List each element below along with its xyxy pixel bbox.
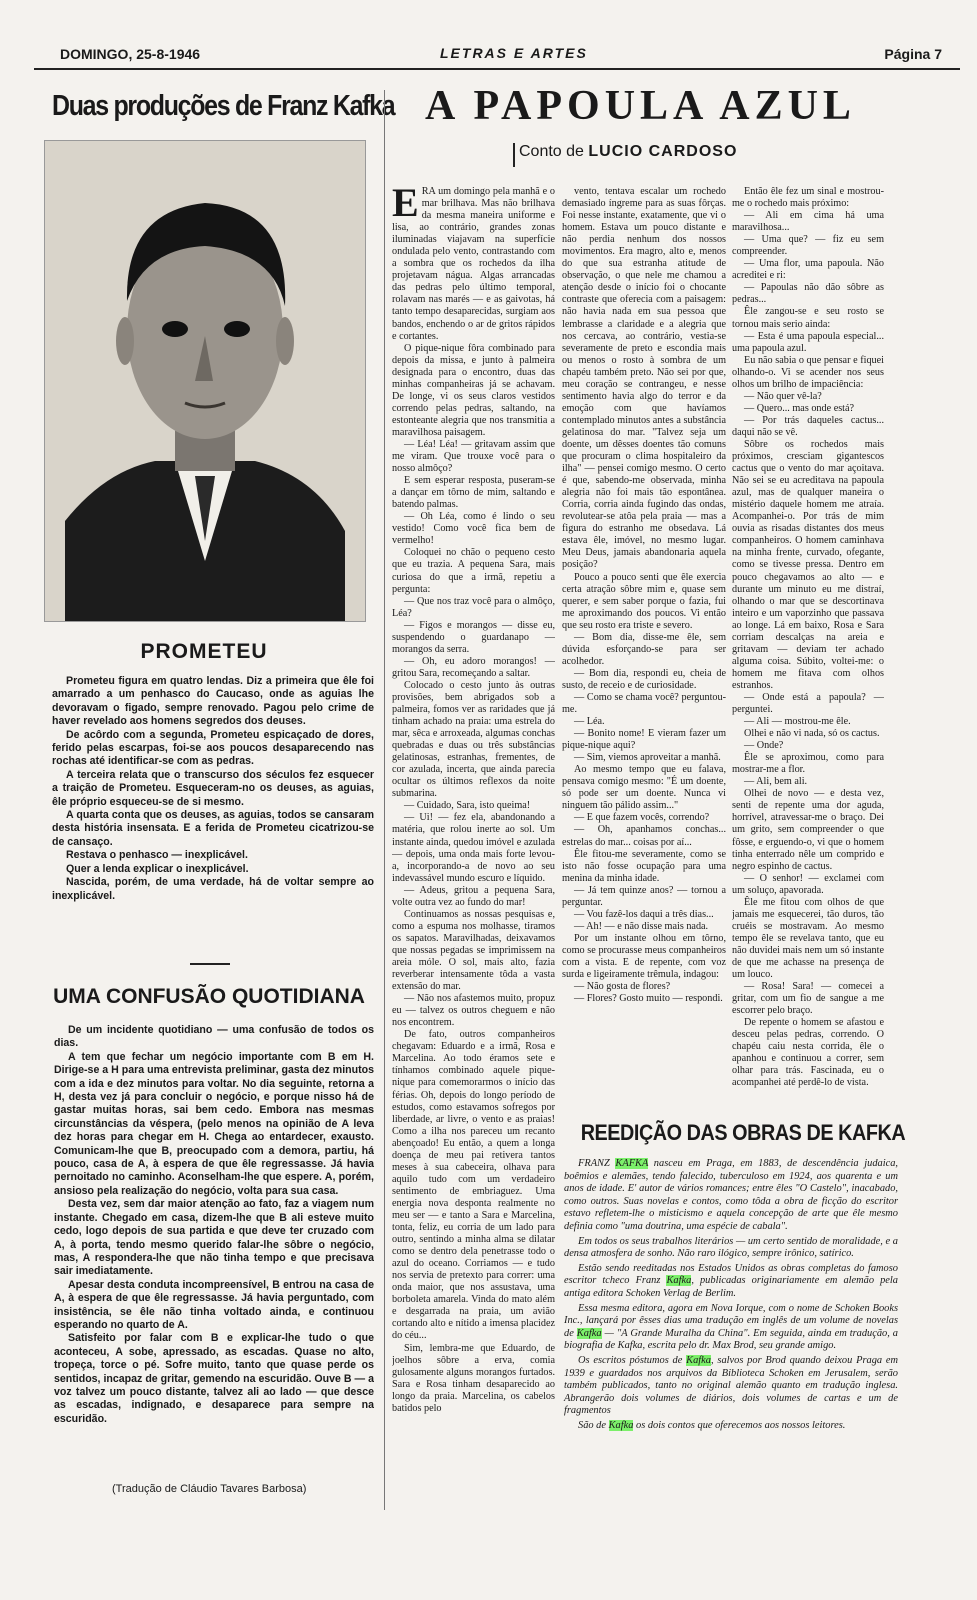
story-paragraph: — Ali, bem ali. [744,776,808,788]
confusao-paragraph: De um incidente quotidiano — uma confusão de todos os dias. [54,1024,374,1050]
story-column-1 [392,186,555,1501]
story-paragraph-text: RA um domingo pela manhã e o mar brilhava. Mas não brilhava da mesma maneira uniforme e lisa, ao contrário, grandes zonas iluminadas viajavam na superfície ondulada pelo vento, contrastando com a sombra que os rochedos da ilha projetavam nágua. Algas arrancadas das pedras pelo último temporal, rolavam nas marés — e as gaivotas, há tanto tempo desaparecidas, surgiam aos bandos, enchendo o ar de gritos rápidos e cortantes. [392,186,555,342]
story-paragraph: Sim, lembra-me que Eduardo, de joelhos sôbre a erva, comia gulosamente alguns morangos furtados. Sara e Rosa tinham desaparecido ao longo da praia. Marcelina, os cabelos batidos pelo [392,1342,555,1414]
story-paragraph: Por um instante olhou em tôrno, como se procurasse meus companheiros com a vista. E de repente, com voz surda e ligeiramente trêmula, indagou: [562,932,726,981]
story-paragraph: — Onde está a papoula? — perguntei. [732,691,884,716]
section-divider [190,963,230,965]
highlighted-name: Kafka [576,1327,602,1339]
story-paragraph: Continuamos as nossas pesquisas e, como a espuma nos molhasse, tiramos os sapatos. Maravilhadas, deixavamos que nossas pegadas se imprimissem na areia móle. O sol, mais alto, fazia reverberar intensamente tôda a vasta extensão do mar. [392,908,555,993]
story-paragraph: — Quero... mas onde está? [744,402,855,414]
page-number: Página 7 [884,46,942,62]
byline-prefix: Conto de [519,143,584,160]
kafka-text-segment: os dois contos que oferecemos aos nossos leitores. [633,1419,846,1431]
story-paragraph: Êle se aproximou, como para mostrar-me a flor. [732,752,884,776]
story-paragraph: — Ali em cima há uma maravilhosa... [732,210,884,234]
story-paragraph: — Flores? Gosto muito — respondi. [574,993,723,1005]
story-paragraph: — Não quer vê-la? [744,390,822,402]
story-paragraph: Então êle fez um sinal e mostrou-me o rochedo mais próximo: [732,186,884,210]
story-paragraph: — Oh, eu adoro morangos! — gritou Sara, recomeçando a saltar. [392,655,555,679]
highlighted-name: Kafka [608,1419,634,1431]
story-paragraph: — Bom dia, respondi eu, cheia de susto, de receio e de curiosidade. [562,667,726,691]
story-paragraph: — Uma que? — fiz eu sem compreender. [732,234,884,258]
story-paragraph: — Bom dia, disse-me êle, sem dúvida esforçando-se para ser acolhedor. [562,631,726,667]
highlighted-name: Kafka [686,1354,711,1366]
kafka-text-segment: nasceu em Praga, em 1883, de descendência judaica, boêmios e alemães, tendo falecido, tuberculoso em 1924, aos quarenta e um anos de idade. E' autor de vários romances; entre êles "O Castelo", inacabado, como outros. Suas novelas e contos, como tôda a obra de ficção do escritor estavo refletem-lhe o misticismo e aquela concepção de arte que êle mesmo definia como "uma doutrina, uma espécie de cabala". [564,1158,898,1232]
translation-credit: (Tradução de Cláudio Tavares Barbosa) [112,1483,307,1495]
kafka-text-segment: Os escritos póstumos de [578,1354,687,1366]
story-title: A PAPOULA AZUL [425,83,856,129]
story-paragraph: — Cuidado, Sara, isto queima! [404,800,531,812]
story-paragraph: Sôbre os rochedos mais próximos, cresciam gigantescos cactus que o vento do mar açoitava. Não sei se eu acreditava na papoula azul, mas de qualquer maneira o mistério daquele homem me atraía. Acompanhei-o. Por trás de mim ouvia as risadas distantes dos meus companheiros. O homem caminhava na minha frente, curvado, ofegante, como se tivesse pressa. Dentro em pouco chegavamos ao alto — e durante um minuto eu me distraí, olhando o mar que se descortinava inteiro e um vaporzinho que passava ao longe. Lá em baixo, Rosa e Sara corriam descalças na areia e gritavam — deviam ter achado alguma coisa. Súbito, voltei-me: o homem me fitava com olhos estranhos. [732,438,884,691]
left-section-title: Duas produções de Franz Kafka [52,90,395,122]
kafka-text-segment: FRANZ [578,1158,616,1169]
story-paragraph: — Ali — mostrou-me êle. [744,716,851,728]
prometeu-paragraph: Nascida, porém, de uma verdade, há de voltar sempre ao inexplicável. [52,876,374,902]
story-paragraph: — Oh, apanhamos conchas... estrelas do mar... coisas por aí... [562,824,726,848]
column-rule [384,90,385,1510]
kafka-text-segment: , salvos por Brod quando deixou Praga em 1939 e guardados nos arquivos da Biblioteca Schoken em Jerusalem, serão também publicados, tanto no original alemão quanto em tradução inglesa. Abrangerão dois volumes de diários, dois volumes de cartas e um de fragmentos [564,1354,898,1417]
confusao-paragraph: Desta vez, sem dar maior atenção ao fato, faz a viagem num instante. Chegado em casa, dizem-lhe que B ali esteve muito cedo, logo depois de sua partida e que deve ter cruzado com A, à porta, tendo mesmo querido falar-lhe sôbre o negócio, mas, A respondera-lhe que não tinha tempo e que precisava sair imediatamente. [54,1198,374,1278]
story-paragraph: — Figos e morangos — disse eu, suspendendo o guardanapo — morangos da serra. [392,619,555,655]
prometeu-paragraph: Prometeu figura em quatro lendas. Diz a primeira que êle foi amarrado a um penhasco do Caucaso, onde as aguias lhe devoravam o figado, sempre renovado. Pagou pelo crime de haver revelado aos homens segredos dos deuses. [52,675,374,728]
story-paragraph: — Por trás daqueles cactus... daqui não se vê. [732,414,884,438]
prometeu-paragraph: A quarta conta que os deuses, as aguias, todos se cansaram desta história insensata. E a ferida de Prometeu cicatrizou-se de cansaço. [52,809,374,848]
kafka-text-segment: Essa mesma editora, agora em Nova Iorque, com o nome de Schoken Books Inc., lançará por êsses dias uma tradução em inglês de um volume de novelas de [564,1302,898,1339]
kafka-paragraph [564,1263,898,1301]
story-paragraph: — Vou fazê-los daqui a três dias... [574,908,714,920]
story-paragraph: — Como se chama você? perguntou-me. [562,691,726,716]
story-byline [513,143,737,167]
story-paragraph: — Adeus, gritou a pequena Sara, volte outra vez ao fundo do mar! [392,884,555,908]
story-paragraph: — Bonito nome! E vieram fazer um pique-nique aqui? [562,728,726,752]
story-paragraph: Olhei e não vi nada, só os cactus. [744,728,880,740]
portrait-image [45,141,365,621]
story-paragraph: — Esta é uma papoula especial... uma papoula azul. [732,330,884,354]
story-paragraph: vento, tentava escalar um rochedo demasiado íngreme para as suas fôrças. Foi nesse instante, exatamente, que vi o homem. Estava um pouco distante e não perdia nenhum dos nossos movimentos. Era magro, alto e, menos do que sua estranha atitude de observação, o que nele me chamou a atenção desde o início foi o chocante contraste que oferecia com a paisagem: não havia nada em sua pessoa que lembrasse a claridade e a alegria que nos cercava, ao contrário, vestia-se severamente de preto e escondia mais ou menos o rosto à sombra de um chapéu também preto. Não sei por que, meu coração se contrangeu, e nesse sentimento havia algo do terror e da emoção com que havíamos contemplado minutos antes a substância gelatinosa do mar. "Talvez seja um doente, um dêsses doentes tão comuns que procuram o clima hospitaleiro da ilha" — pensei comigo mesmo. O certo é que, sabendo-me observada, minha alegria não foi mais tão espontânea. Corria, corria ainda fugindo das ondas, revolutear-se atôa pela praia — mas a figura do estranho me obsedava. Lá estava êle, imóvel, no mesmo lugar. Meu Deus, jamais abandonaria aquela posição? [562,186,726,571]
kafka-paragraph [564,1303,898,1353]
confusao-paragraph: Satisfeito por falar com B e explicar-lhe tudo o que aconteceu, A sobe, apressado, as escadas. Quase no alto, tropeça, torce o pé. Sofre muito, tanto que quase perde os sentidos, incapaz de gritar, gemendo na escuridão. Ouve B — a voz talvez um pouco distante, talvez ali ao lado — que desce as escadas, indignado, e desaparece para sempre na escuridão. [54,1332,374,1425]
story-column-2 [562,186,726,1111]
highlighted-name: KAFKA [615,1158,649,1169]
kafka-reedition-text [564,1158,898,1432]
story-column-3 [732,186,884,1111]
story-paragraph: De repente o homem se afastou e desceu pelas pedras, correndo. O chapéu caiu nesta corrida, êle o apanhou e continuou a correr, sem olhar para trás. Fascinada, eu o acompanhei até perdê-lo de vista. [732,1017,884,1089]
story-paragraph: — Léa! Léa! — gritavam assim que me viram. Que trouxe você para o nosso almôço? [392,438,555,475]
kafka-text-segment: São de [578,1419,609,1431]
story-paragraph: — Léa. [574,716,605,728]
story-paragraph: E sem esperar resposta, puseram-se a dançar em tôrno de mim, saltando e batendo palmas. [392,475,555,511]
kafka-paragraph [564,1355,898,1418]
prometeu-title: PROMETEU [140,640,268,663]
kafka-text-segment: — "A Grande Muralha da China". Em seguida, ainda em tradução, a biografia de Kafka, escrita pelo dr. Max Brod, seu grande amigo. [564,1327,898,1352]
confusao-title: UMA CONFUSÃO QUOTIDIANA [53,985,365,1008]
confusao-text [54,1024,374,1486]
story-paragraph: Êle zangou-se e seu rosto se tornou mais serio ainda: [732,306,884,330]
prometeu-text [52,675,374,960]
story-paragraph: — Ui! — fez ela, abandonando a matéria, que rolou inerte ao sol. Um instante ainda, quedou imóvel e azulada — depois, uma onda mais forte levou-a, incorporando-a de novo ao seu indevassável mundo escuro e líquido. [392,812,555,884]
drop-cap: E [392,186,419,225]
kafka-paragraph [564,1236,898,1261]
kafka-paragraph [564,1158,898,1234]
story-paragraph: — O senhor! — exclamei com um soluço, apavorada. [732,872,884,896]
story-paragraph: — Ah! — e não disse mais nada. [574,920,709,932]
story-paragraph: De fato, outros companheiros chegavam: Eduardo e a irmã, Rosa e Marcelina. Ao todo éramos sete e tínhamos combinado aquele pique-nique para comemorarmos o início das férias. Oh, depois do longo período de estudos, como estavamos sofregos por liberdade, ar livre, o vento e as praias! Como a ilha nos pareceu um recanto abençoado! Eu então, a quem a longa doença de meu pai retivera tantos meses à sua cabeceira, olhava para aquilo tudo com um verdadeiro sentimento de embriaguez. Uma energia nova desponta realmente no meu ser — e tanto a Sara e Marcelina, tonta, feliz, eu corria de um lado para outro, sentindo a minha alma se dilatar como se dentro dela penetrasse todo o azul do oceano. Corriamos — e tudo nos servia de pretexto para correr: uma onda maior, que nos assustava, uma borboleta amarela. Vinda do mato além e desgarrada na praia, um avião cortando alto e nítido a imensa placidez do céu... [392,1029,555,1342]
byline-author: LUCIO CARDOSO [588,143,738,160]
confusao-paragraph: Apesar desta conduta incompreensível, B entrou na casa de A, à espera de que êle regressasse. Já havia perguntado, com insistência, se êle não tinha voltado ainda, e continuou esperando no quarto de A. [54,1278,374,1331]
story-paragraph: — Papoulas não dão sôbre as pedras... [732,282,884,306]
story-paragraph: — Onde? [744,740,784,752]
section-title: LETRAS E ARTES [440,45,588,61]
story-paragraph: — E que fazem vocês, correndo? [574,812,710,824]
story-paragraph: — Uma flor, uma papoula. Não acreditei e ri: [732,258,884,282]
story-paragraph: — Não nos afastemos muito, propuz eu — talvez os outros cheguem e não nos encontrem. [392,993,555,1029]
story-paragraph: — Não gosta de flores? [574,981,671,993]
kafka-text-segment: Em todos os seus trabalhos literários — um certo sentido de moralidade, e a densa atmosfera de sonho. Não raro ilógico, sempre irônico, satírico. [564,1235,898,1260]
prometeu-paragraph: Quer a lenda explicar o inexplicável. [66,862,249,875]
story-paragraph: — Sim, viemos aproveitar a manhã. [574,752,721,764]
kafka-portrait [44,140,366,622]
prometeu-paragraph: A terceira relata que o transcurso dos séculos fez esquecer a traição de Prometeu. Esqueceram-no os deuses, as aguias, êle próprio esqueceu-se de si mesmo. [52,768,374,808]
kafka-text-segment: Estão sendo reeditadas nos Estados Unidos as obras completas do famoso escritor tcheco Franz [564,1262,898,1287]
story-paragraph: Êle me fitou com olhos de que jamais me esquecerei, tão duros, tão cruéis se mostravam. Ao mesmo tempo êle se revelava tanto, que eu não duvidei mais nem um só instante de que me achasse na presença de um louco. [732,896,884,981]
prometeu-paragraph: De acôrdo com a segunda, Prometeu espicaçado de dores, ferido pelas escarpas, foi-se aos poucos desaparecendo nas rochas até identificar-se com as pedras. [52,728,374,768]
story-paragraph: Eu não sabia o que pensar e fiquei olhando-o. Vi se acender nos seus olhos um brilho de impaciência: [732,354,884,390]
kafka-paragraph [564,1420,898,1433]
story-paragraph: Coloquei no chão o pequeno cesto que eu trazia. A pequena Sara, mais curiosa do que a irmã, repetiu a pergunta: [392,547,555,595]
issue-date: DOMINGO, 25-8-1946 [60,46,201,62]
story-paragraph: Ao mesmo tempo que eu falava, pensava comigo mesmo: "É um doente, só pode ser um doente. Nunca vi ninguem tão pálido assim..." [562,764,726,812]
story-paragraph: — Que nos traz você para o almôço, Léa? [392,595,555,619]
story-paragraph [392,186,555,343]
story-paragraph: O pique-nique fôra combinado para depois da missa, e junto à palmeira designada para o encontro, duas das minhas companheiras já se achavam. De longe, vi os seus claros vestidos correndo pelas pedras, saltando, na estonteante alegria que nos transmitia a maravilhosa paisagem. [392,342,555,438]
confusao-paragraph: A tem que fechar um negócio importante com B em H. Dirige-se a H para uma entrevista preliminar, gasta dez minutos com a ida e dez minutos para voltar. No dia seguinte, retorna a H, desta vez já para concluir o negócio, e porque nisso há de gastar muitas horas, sai bem cedo. Embora nas mesmas circunstâncias da véspera, (pelo menos na opinião de A leva dez horas para chegar em H. Chega ao entardecer, exausto. Comunicam-lhe que B, preocupado com a demora, partiu, há pouco, casa de A, à espera de que êle regressasse. Já havia pernoitado no caminho. Aconselham-lhe que espere. A, porém, ansioso pela realização do negócio, volta para sua casa. [54,1050,374,1197]
kafka-reedition-box [564,1120,906,1434]
story-paragraph: Êle fitou-me severamente, como se isto não fosse ocupação para uma menina da minha idade. [562,848,726,884]
highlighted-name: Kafka [666,1275,692,1287]
story-paragraph: Colocado o cesto junto às outras provisões, bem abrigados sob a palmeira, fomos ver as raridades que já tinham achado na praia: uma estrela do mar, sêca e arroxeada, algumas conchas quebradas e duas ou três substâncias gelatinosas, estranhas, frementes, de cor azulada, incerta, que ainda parecia ocultar os últimos reflexos da noite submarina. [392,679,555,800]
story-paragraph: — Oh Léa, como é lindo o seu vestido! Como você fica bem de vermelho! [392,511,555,547]
masthead [60,42,960,68]
kafka-reedition-title: REEDIÇÃO DAS OBRAS DE KAFKA [580,1120,906,1145]
prometeu-paragraph: Restava o penhasco — inexplicável. [66,849,248,862]
story-paragraph: Olhei de novo — e desta vez, senti de repente uma dor aguda, horrível, atravessar-me o braço. Dei um grito, sem compreender o que fôsse, e erguendo-o, vi que o homem tinha enterrado nêle um comprido e negro espinho de cactus. [732,788,884,872]
story-paragraph: — Já tem quinze anos? — tornou a perguntar. [562,884,726,908]
header-rule [34,68,960,70]
kafka-text-segment: , publicadas originariamente em alemão pela antiga editora Schoken Verlag de Berlim. [564,1275,898,1299]
story-paragraph: Pouco a pouco senti que êle exercia certa atração sôbre mim e, quase sem querer, e sem saber porque o fazia, fui me aproximando dos poucos. Vi então que seu rosto era triste e severo. [562,571,726,631]
story-paragraph: — Rosa! Sara! — comecei a gritar, com um fio de sangue a me escorrer pelo braço. [732,981,884,1017]
